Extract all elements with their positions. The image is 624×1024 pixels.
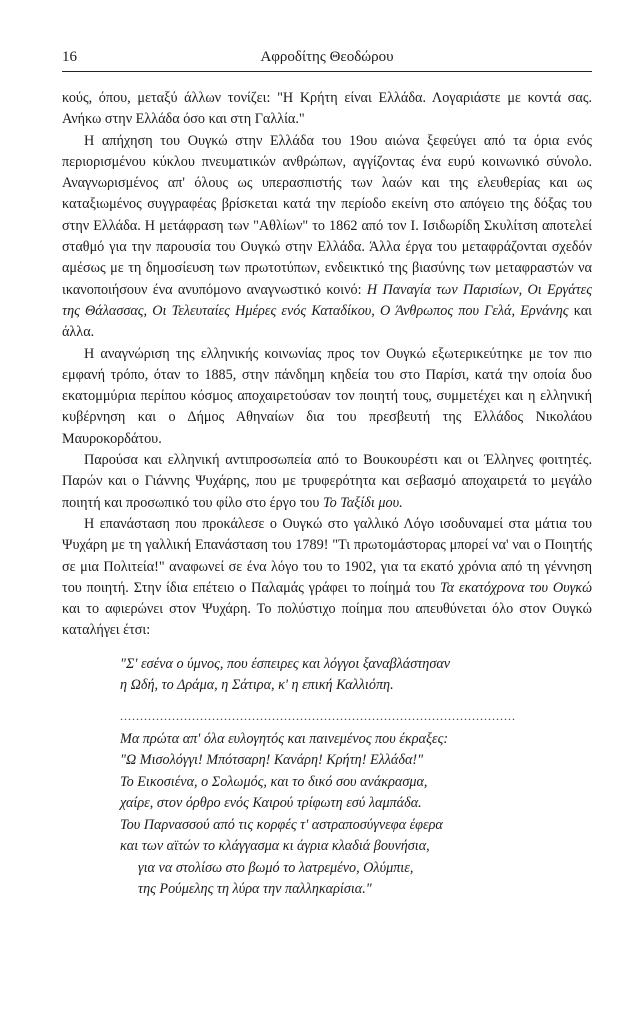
body-text: [62, 88, 592, 901]
page-header: [62, 47, 592, 72]
poem-line: και των αϊτών το κλάγγασμα κι άγρια κλαδιά βουνήσια,: [120, 838, 430, 855]
text-segment: κούς, όπου, μεταξύ άλλων τονίζει: "Η Κρήτη είναι Ελλάδα. Λογαριάστε με κοντά σας. Ανήκω στην Ελλάδα όσο και στη Γαλλία.": [62, 90, 592, 128]
poem-line: για να στολίσω στο βωμό το λατρεμένο, Ολύμπιε,: [138, 859, 414, 876]
poem-line: Μα πρώτα απ' όλα ευλογητός και παινεμένος που έκραξες:: [120, 730, 449, 747]
poem-line: Το Εικοσιένα, ο Σολωμός, και το δικό σου ανάκρασμα,: [120, 773, 428, 790]
paragraph: [62, 514, 592, 642]
italic-title: Τα εκατόχρονα του Ουγκώ: [440, 579, 592, 596]
poem-line: της Ρούμελης τη λύρα την παλληκαρίσια.": [138, 881, 372, 898]
running-head: Αφροδίτης Θεοδώρου: [260, 49, 394, 65]
page-number: 16: [62, 49, 77, 65]
poem-line: "Ω Μισολόγγι! Μπότσαρη! Κανάρη! Κρήτη! Ελλάδα!": [120, 752, 424, 769]
poem-line: "Σ' εσένα ο ύμνος, που έσπειρες και λόγγοι ξαναβλάστησαν: [120, 655, 451, 672]
italic-titles: Η Παναγία των Παρισίων, Οι Εργάτες της Θάλασσας, Οι Τελευταίες Ημέρες ενός Καταδίκου, Ο Άνθρωπος που Γελά, Ερνάνης: [62, 281, 592, 319]
text-segment: και άλλα.: [62, 302, 592, 341]
poem-line: η Ωδή, το Δράμα, η Σάτιρα, κ' η επική Καλλιόπη.: [120, 677, 394, 694]
poem-line: Του Παρνασσού από τις κορφές τ' αστραποσύγνεφα έφερα: [120, 816, 443, 833]
text-segment: Η αναγνώριση της ελληνικής κοινωνίας προς τον Ουγκώ εξωτερικεύτηκε με τον πιο εμφανή τρόπο, όταν το 1885, στην πάνδημη κηδεία του στο Παρίσι, κατά την οποία δυο εκατομμύρια περίπου κόσμος αποχαιρετούσαν τον ποιητή τους, συμμετέχει και η ελληνική κυβέρνηση και ο Δήμος Αθηναίων δια του πρεσβευτή της Ελλάδος Νικολάου Μαυροκορδάτου.: [62, 345, 592, 447]
poem-quotation: [120, 654, 590, 901]
text-segment: Παρούσα και ελληνική αντιπροσωπεία από το Βουκουρέστι και οι Έλληνες φοιτητές. Παρών και ο Γιάννης Ψυχάρης, που με τρυφερότητα και σεβασμό αποχαιρετά το μεγάλο ποιητή και προσωπικό του φίλο στο έργο του: [62, 452, 592, 511]
poem-line: χαίρε, στον όρθρο ενός Καιρού τρίφωτη εσύ λαμπάδα.: [120, 795, 422, 812]
paragraph: [62, 344, 592, 450]
paragraph: [62, 88, 592, 131]
italic-title: Το Ταξίδι μου.: [322, 494, 403, 511]
poem-ellipsis: ...................................................................................................: [120, 708, 516, 723]
text-segment: και το αφιερώνει στον Ψυχάρη. Το πολύστιχο ποίημα που απευθύνεται όλο στον Ουγκώ καταλήγει έτσι:: [62, 601, 592, 639]
paragraph: [62, 450, 592, 514]
text-segment: Η επανάσταση που προκάλεσε ο Ουγκώ στο γαλλικό Λόγο ισοδυναμεί στα μάτια του Ψυχάρη με τη γαλλική Επανάσταση του 1789! "Τι πρωτομάστορας μπορεί να' ναι ο Ποιητής σε μια Πολιτεία!" αναφωνεί σε ένα λόγο του το 1902, για τα εκατό χρόνια από τη γέννηση του ποιητή. Στην ίδια επέτειο ο Παλαμάς γράφει το ποίημά του: [62, 515, 592, 596]
text-segment: Η απήχηση του Ουγκώ στην Ελλάδα του 19ου αιώνα ξεφεύγει από τα όρια ενός περιορισμένου κύκλου πνευματικών ανθρώπων, αγγίζοντας ένα ευρύ κοινωνικό σύνολο. Αναγνωρισμένος απ' όλους ως υπερασπιστής των λαών και της ελευθερίας και ως καταξιωμένος συγγραφέας βρίσκεται κατά την περίοδο εκείνη στο απόγειο της δόξας του στην Ελλάδα. Η μετάφραση των "Αθλίων" το 1862 από τον Ι. Ισιδωρίδη Σκυλίτση αποτελεί σταθμό για την παρουσία του Ουγκώ στην Ελλάδα. Άλλα έργα του μεταφράζονται σχεδόν αμέσως με τη δημοσίευση των πρωτοτύπων, ενδεικτικό της βιασύνης των μεταφραστών να ικανοποιήσουν ένα ανυπόμονο αναγνωστικό κοινό:: [62, 132, 592, 298]
paragraph: [62, 131, 592, 344]
